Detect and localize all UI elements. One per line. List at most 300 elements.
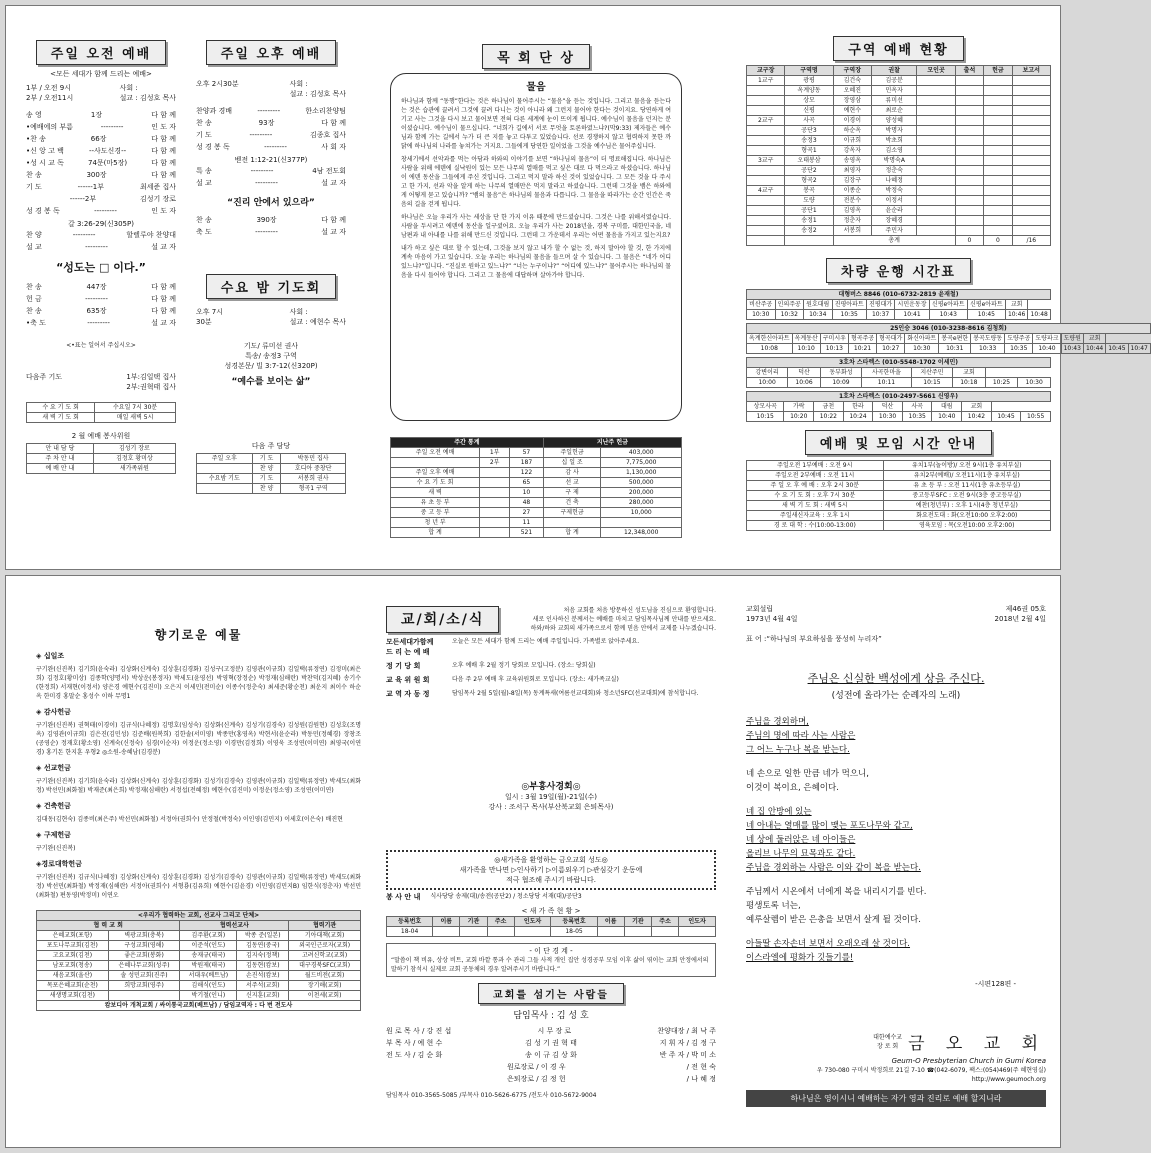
table-cell: 포도나무교회(김천) [37, 941, 109, 951]
order-cell: 66장 [90, 135, 107, 143]
district-cell: 최로순 [872, 106, 917, 116]
district-empty-cell [984, 196, 1012, 206]
afternoon-preacher: 사회 : 설교 : 김성호 목사 [289, 80, 346, 98]
order-cell: 다 함 께 [151, 295, 176, 303]
bus-time: 10:00 [747, 378, 788, 388]
district-empty-cell [917, 216, 955, 226]
afternoon-sermon-title: “진리 안에서 있으라” [227, 198, 315, 208]
table-cell [480, 518, 510, 528]
table-cell: 유 초 등 부 [391, 498, 480, 508]
bus-times-row [747, 310, 1051, 320]
column-heading: 물음 [526, 82, 546, 93]
table-cell: 고요교회(김천) [37, 951, 109, 961]
district-cell: 4교구 [747, 186, 785, 196]
district-empty-cell [984, 96, 1012, 106]
table-cell: 기 도 [252, 474, 281, 484]
district-cell [747, 146, 785, 156]
table-cell: 김주환(교회) [180, 931, 237, 941]
table-cell: 예 배 안 내 [27, 464, 94, 474]
order-cell: 4남 전도회 [312, 167, 346, 175]
district-cell: 2교구 [747, 116, 785, 126]
district-cell: 형곡2 [785, 176, 833, 186]
newcomer-header: 주소 [487, 917, 514, 927]
bus-time: 10:43 [1061, 344, 1083, 354]
order-cell: 축 도 [196, 228, 212, 236]
table-row [197, 454, 346, 464]
staff-cell: 부 목 사 / 예 현 수 [386, 1039, 443, 1047]
order-cell: 찬양과 경배 [196, 107, 233, 115]
order-cell: 다 함 께 [321, 216, 346, 224]
newcomer-header: 기관 [460, 917, 487, 927]
wednesday-sermon: “예수를 보이는 삶” [231, 377, 311, 387]
district-cell: 형곡1 [785, 146, 833, 156]
district-cell: 오태봉삼 [785, 156, 833, 166]
order-cell: 찬 송 [26, 307, 42, 315]
bus-time: 10:32 [775, 310, 804, 320]
table-cell: 이천세(교회) [289, 991, 361, 1001]
district-cell: 이경이 [833, 116, 871, 126]
bus-time: 10:44 [1083, 344, 1105, 354]
order-row [26, 241, 176, 253]
order-cell: 다 함 께 [151, 159, 176, 167]
table-cell [108, 991, 180, 1001]
district-cell [747, 96, 785, 106]
bus-stop: 도량파크 [1033, 334, 1061, 344]
welcome-box: ◎새가족을 환영하는 금오교회 성도◎ 새가족을 만나면 ▷인사하기 ▷이름외우기 ▷관심갖기 운동에 적극 협조해 주시기 바랍니다. [386, 850, 716, 890]
table-cell: 새 벽 [391, 488, 480, 498]
district-cell: 이종순 [833, 186, 871, 196]
table-cell: 새음교회(울산) [37, 971, 109, 981]
news-title: 교/회/소/식 [386, 606, 499, 633]
table-row [27, 464, 176, 474]
bus-stop: 형곡대가 [877, 334, 905, 344]
district-cell: 옥계양동 [785, 86, 833, 96]
worship-times-title: 예배 및 모임 시간 안내 [805, 430, 992, 455]
bus-time: 10:27 [877, 344, 905, 354]
district-cell: 송정3 [785, 136, 833, 146]
order-row [26, 193, 176, 205]
district-empty-cell [1012, 226, 1050, 236]
table-cell: 주일 오전 예배 [391, 448, 480, 458]
order-cell: 할렐루야 찬양대 [126, 231, 176, 239]
order-cell: 사 회 자 [321, 143, 346, 151]
table-cell: 서봉희 권사 [281, 474, 346, 484]
bus-stop: 교회 [1083, 334, 1105, 344]
table-cell: 외국인근로자(교회) [289, 941, 361, 951]
district-empty-cell [955, 126, 983, 136]
order-cell: --------- [85, 243, 108, 251]
verse-5: 아들딸 손자손녀 보면서 오래오래 살 것이다. 이스라엘에 평화가 깃들기를! [746, 939, 911, 963]
order-row [26, 121, 176, 133]
bus-schedule [746, 289, 1148, 422]
table-cell: 27 [510, 508, 544, 518]
table-cell [197, 484, 253, 494]
table-row [391, 448, 682, 458]
morning-service-column [26, 6, 176, 569]
order-cell: 설 교 자 [151, 319, 176, 327]
bus-time: 10:45 [991, 412, 1021, 422]
table-cell [543, 518, 601, 528]
bus-route-table [746, 391, 1051, 422]
afternoon-order-list [196, 105, 346, 153]
bus-route-name: 대형버스 8846 (010-6732-2819 윤재철) [747, 290, 1051, 300]
morning-subtitle: <모든 세대가 함께 드리는 예배> [50, 70, 152, 78]
district-empty-cell [917, 166, 955, 176]
feb-service-table [26, 443, 176, 474]
district-cell: 봉곡 [785, 186, 833, 196]
wednesday-preacher: 사회 : 설교 : 예현수 목사 [289, 308, 346, 326]
afternoon-time: 오후 2시30분 [196, 80, 239, 88]
order-cell: 특 송 [196, 167, 212, 175]
district-cell: 류미선 [872, 96, 917, 106]
order-cell: 찬 양 [26, 231, 42, 239]
table-row [391, 468, 682, 478]
order-cell: --------- [264, 143, 287, 151]
news-item [386, 675, 716, 685]
table-cell: 주일헌금 [543, 448, 601, 458]
order-row [196, 177, 346, 189]
staff-cell: 원로장로 / 이 경 우 [507, 1063, 566, 1071]
denomination-label: 대한예수교 장 로 회 [873, 1033, 903, 1050]
afternoon-order-list-2 [196, 165, 346, 189]
order-cell: 설 교 [196, 179, 212, 187]
revival-speaker: 강사 : 조서구 목사(부산북교회 은퇴목사) [488, 803, 614, 811]
offering-section-text: 김대동(김현숙) 김종비(최은주) 박선민(최화철) 서정아(권희수) 안정철(박정숙) 이인영(김민지) 이세호(이은숙) 배진현 [36, 816, 343, 823]
pastor-column [386, 6, 686, 569]
district-header: 구역장 [833, 66, 871, 76]
table-cell: 은혜교회(포항) [37, 931, 109, 941]
afternoon-service-column [196, 6, 346, 569]
offering-section-head: ◈ 선교헌금 [36, 764, 71, 772]
bus-route-name-row [747, 290, 1051, 300]
wednesday-prayer: 기도/ 류미선 권사 [243, 342, 299, 350]
newcomers-table [386, 916, 716, 937]
bus-time: 10:30 [905, 344, 939, 354]
district-cell: 나혜정 [872, 176, 917, 186]
district-title: 구역 예배 현황 [833, 36, 963, 61]
order-cell: 찬 송 [26, 171, 42, 179]
district-cell: 민옥자 [872, 86, 917, 96]
next-prayer-1: 1부:김일택 집사 [126, 373, 176, 381]
verse-3: 네 집 안방에 있는 네 아내는 열매를 많이 맺는 포도나무와 같고, 네 상에 둘러앉은 네 아이들은 올리브 나무의 묘목과도 같다. 주님을 경외하는 사람은 이와 같이 복을 받는다. [746, 807, 921, 873]
order-cell: 한소리찬양팀 [305, 107, 346, 115]
table-cell: 주 일 오 후 예 배 : 오후 2시 30분 [747, 481, 884, 491]
order-cell: •축 도 [26, 319, 46, 327]
district-empty-cell [1012, 156, 1050, 166]
district-cell [747, 176, 785, 186]
table-cell: 중고등부SFC : 오전 9시(3층 중고등부실) [883, 491, 1050, 501]
table-cell: 500,000 [601, 478, 682, 488]
district-empty-cell [984, 176, 1012, 186]
district-total-label: 총계 [833, 236, 955, 246]
table-cell: 김동연(중국) [237, 941, 289, 951]
table-row [27, 444, 176, 454]
church-url[interactable]: http://www.geumoch.org [971, 1076, 1046, 1083]
bus-time: 10:15 [911, 378, 952, 388]
order-cell: 찬 송 [196, 216, 212, 224]
bus-stop: 비산주공 [747, 300, 776, 310]
bus-route-table [746, 357, 1051, 388]
table-cell: 남포교회(청송) [37, 961, 109, 971]
district-cell [747, 136, 785, 146]
offering-section-text: 구기완(신진복) 김기희(윤숙라) 김상화(신계숙) 김상훈(김경화) 김성기(김경숙) 김영관(이규희) 김일택(류정연) 박세도(최화정) 박선민(최화철) 박재준(최은희) 박정재(심해란) 서정섭(전혜정) 예현수(김진미) 이정운(정소영) 조성연(이미연) [36, 778, 361, 794]
offering-section-head: ◈ 십일조 [36, 652, 65, 660]
newcomer-row [387, 927, 716, 937]
verse-4: 주님께서 시온에서 너에게 복을 내리시기를 빈다. 평생토록 너는, 예루살렘이 받은 은총을 보면서 살게 될 것이다. [746, 887, 927, 925]
staff-cell: 김 성 기 권 혁 태 [525, 1039, 577, 1047]
bus-stop: 대림 [932, 402, 962, 412]
district-cell: 정춘숙 [872, 166, 917, 176]
newcomer-header: 주소 [652, 917, 679, 927]
table-cell: 11 [510, 518, 544, 528]
visit-label: 봉 사 안 내 [386, 893, 421, 901]
table-cell: 1부 [480, 448, 510, 458]
table-cell: 합 계 [391, 528, 480, 538]
order-row [196, 129, 346, 141]
news-item-text: 오늘은 모든 세대가 함께 드리는 예배 주일입니다. 가족별로 앉아주세요. [452, 638, 640, 645]
bus-stop: 금천 [814, 402, 844, 412]
bus-stop: 사곡 [902, 402, 932, 412]
bus-stop: 원호대림 [804, 300, 833, 310]
table-cell: 장기해(교회) [289, 981, 361, 991]
motto: 표 어 :“하나님의 부요하심을 풍성히 누리자” [746, 635, 882, 643]
news-item [386, 689, 716, 699]
bus-stop: 상모사곡 [747, 402, 784, 412]
offering-title: 지난주 헌금 [543, 438, 681, 448]
morning-order-list [26, 109, 176, 217]
table-cell: 형곡1 구역 [281, 484, 346, 494]
order-row [196, 141, 346, 153]
offering-section-text: 구기완(신진복) 김기희(윤숙라) 김상화(신계숙) 김상훈(김경화) 김성구(고정분) 김영관(이규희) 김일택(류정연) 김정미(최은희) 김정호(황미상) 김종학(양명서) 박상운(봉정자) 박세도(윤영선) 박영혁(장정순) 박정재(심해란) 박찬덕(김지혜) 송기수(한정희) 서재현(이정서) 양은경 예현수(김진미) 오은지 이세민(전미순) 이종수(정춘숙) 최세준(황순천) 최운지 최이수 하순옥 한미경 홍말순 홍성수 이하 무명1 [36, 666, 361, 700]
order-cell: 93장 [258, 119, 275, 127]
table-cell [480, 528, 510, 538]
table-cell [601, 518, 682, 528]
bus-time: 10:47 [1128, 344, 1150, 354]
table-cell: 희망교회(영주) [108, 981, 180, 991]
order-row [26, 109, 176, 121]
district-empty-cell [1012, 76, 1050, 86]
district-empty-cell [1012, 86, 1050, 96]
table-cell: 구성교회(영해) [108, 941, 180, 951]
servants-title: 교회를 섬기는 사람들 [478, 983, 624, 1004]
order-cell: 기 도 [26, 183, 42, 191]
bus-time: 10:11 [862, 378, 912, 388]
district-empty-cell [955, 166, 983, 176]
table-cell: 김정호 황미상 [93, 454, 175, 464]
table-cell: 김성기 장로 [93, 444, 175, 454]
bus-route-name: 25인승 3046 (010-3238-8616 김청회) [747, 324, 1151, 334]
district-row [747, 166, 1051, 176]
table-cell: 경 로 대 학 : 수(10:00-13:00) [747, 521, 884, 531]
table-row [747, 511, 1051, 521]
morning-order-list-2 [26, 229, 176, 253]
order-cell: 찬 송 [196, 119, 212, 127]
order-row [26, 317, 176, 329]
district-row [747, 206, 1051, 216]
district-cell [747, 216, 785, 226]
contacts: 담임목사 010-3565-5085 /부목사 010-5626-6775 /전도사 010-5672-9004 [386, 1092, 597, 1099]
bus-time: 10:13 [820, 344, 848, 354]
table-cell: 중 고 등 부 [391, 508, 480, 518]
table-row [391, 488, 682, 498]
order-cell: 성 경 봉 독 [26, 207, 60, 215]
district-empty-cell [1012, 206, 1050, 216]
bus-stop: 덕산 [788, 368, 821, 378]
district-cell: 전분수 [833, 196, 871, 206]
district-empty-cell [955, 216, 983, 226]
morning-sermon-title: “성도는 □ 이다.” [56, 261, 146, 274]
district-empty-cell [917, 136, 955, 146]
table-cell: 10,000 [601, 508, 682, 518]
morning-times: 1부 / 오전 9시 2부 / 오전11시 [26, 84, 74, 102]
order-cell: --------- [249, 131, 273, 139]
bus-stop: 봉곡e편한 [939, 334, 971, 344]
district-cell: 강옥자 [833, 146, 871, 156]
order-cell: --------- [257, 107, 281, 115]
table-cell: 새 벽 기 도 회 [27, 413, 95, 423]
partner-row [37, 961, 361, 971]
district-empty-cell [917, 156, 955, 166]
table-cell [460, 927, 487, 937]
district-empty-cell [955, 116, 983, 126]
warning-title: - 이 단 경 계 - [529, 947, 573, 955]
standing-note: <•표는 일어서 주십시오> [66, 342, 136, 349]
district-empty-cell [1012, 216, 1050, 226]
table-cell [433, 927, 460, 937]
order-cell: 다 함 께 [151, 171, 176, 179]
district-empty-cell [1012, 136, 1050, 146]
bus-route-table [746, 289, 1051, 320]
bus-stop: 시민운동장 [895, 300, 929, 310]
visit-text: 식사당당 송제(대)/송전(공단2) / 청소당당 서재(대)/공단3 [430, 893, 582, 900]
table-cell: 10 [510, 488, 544, 498]
district-total-row [747, 236, 1051, 246]
news-column [386, 576, 716, 1147]
order-cell: 447장 [86, 283, 107, 291]
bus-time: 10:31 [939, 344, 971, 354]
wednesday-title: 수요 밤 기도회 [206, 274, 336, 299]
district-cell: 예현수 [833, 106, 871, 116]
table-cell: 박원제(태국) [180, 961, 237, 971]
order-cell: --------- [85, 295, 108, 303]
district-empty-cell [984, 136, 1012, 146]
partner-col-3: 협력기관 [289, 921, 361, 931]
partner-row [37, 981, 361, 991]
bus-times-row [747, 412, 1051, 422]
district-row [747, 186, 1051, 196]
district-cell: 신평 [785, 106, 833, 116]
district-empty-cell [984, 226, 1012, 236]
district-cell: 이정서 [872, 196, 917, 206]
table-cell: 구제헌금 [543, 508, 601, 518]
staff-cell: 송 이 규 김 상 화 [525, 1051, 577, 1059]
order-cell: •찬 송 [26, 135, 46, 143]
bus-stops-row [747, 334, 1151, 344]
table-cell: 48 [510, 498, 544, 508]
district-cell [747, 86, 785, 96]
district-cell: 최영자 [833, 166, 871, 176]
table-cell: 십 일 조 [543, 458, 601, 468]
table-cell [480, 468, 510, 478]
next-prayer-2: 2부:권혁태 집사 [126, 383, 176, 391]
order-cell: --------- [250, 167, 274, 175]
bus-stop: 봉곡도량동 [971, 334, 1005, 344]
table-row [27, 413, 176, 423]
bus-stop: 옥계동산 [792, 334, 820, 344]
table-cell: 서주석(교회) [237, 981, 289, 991]
founded-date: 교회설립 1973년 4월 4일 [746, 605, 798, 623]
district-table [746, 65, 1051, 246]
table-cell: 주일 오후 [197, 454, 253, 464]
district-row [747, 136, 1051, 146]
partner-row [37, 941, 361, 951]
order-cell: 635장 [86, 307, 107, 315]
bus-stop: 교회 [953, 368, 986, 378]
table-row [391, 508, 682, 518]
pastor-column-title: 목 회 단 상 [482, 44, 590, 69]
morning-preacher: 사회 : 설교 : 김성호 목사 [119, 84, 176, 102]
table-cell: 김동현(캄보) [237, 961, 289, 971]
district-row [747, 76, 1051, 86]
table-cell: 187 [510, 458, 544, 468]
table-cell: 서대우(베트남) [180, 971, 237, 981]
district-header: 권찰 [872, 66, 917, 76]
cover-column [746, 576, 1046, 1147]
order-cell: 다 함 께 [321, 119, 346, 127]
bus-time: 10:45 [967, 310, 1005, 320]
news-item-text: 담임목사 2월 5일(월)-8일(목) 동계특새(여름선교대회)와 청소년SFC(선교대회)에 참석합니다. [452, 690, 699, 697]
next-prayer-label: 다음주 기도 [26, 373, 63, 381]
weekly-stats-table [390, 437, 682, 538]
district-empty-cell [955, 226, 983, 236]
bus-time: 10:24 [843, 412, 873, 422]
table-cell: 은혜나무교회(성주) [108, 961, 180, 971]
offering-section-text: 구기완(신진복) 권혁태(이경이) 김규식(나혜정) 김명호(임성숙) 김상화(신계숙) 김성기(김경숙) 김성원(김원현) 김성호(조명옥) 김영관(이규희) 김은진(김민성) 김준배(원복희) 김한솔(서미영) 박종만(홍영옥) 박현서(윤순라) 박동민(정혜경) 장창조(공영순) 정재호(황소영) 신계숙(신정숙) 심경(이순자) 이정운(정소영) 이경만(김정희) 이영욱 조성연(이미연) 최영국(이연경) 홍기돈 한지훈 우형2 ◎소원-송혜남(김경분) [36, 722, 361, 756]
bus-time: 10:48 [1028, 310, 1051, 320]
bus-time: 10:43 [929, 310, 967, 320]
bus-time: 10:15 [747, 412, 784, 422]
table-cell [597, 927, 624, 937]
table-cell: 200,000 [601, 488, 682, 498]
feb-service-title: 2 월 예배 봉사위원 [71, 432, 131, 440]
bus-time: 10:30 [873, 412, 903, 422]
newcomer-header: 이름 [433, 917, 460, 927]
offering-column [36, 576, 361, 1147]
table-cell: 김지숙(정책) [237, 951, 289, 961]
wednesday-time: 오후 7시 30분 [196, 308, 223, 326]
verse-2: 네 손으로 일한 만큼 네가 먹으니, 이것이 복이요, 은혜이다. [746, 769, 869, 793]
staff-row [386, 1037, 716, 1049]
district-row [747, 146, 1051, 156]
table-row [747, 491, 1051, 501]
news-item-label: 교 육 위 원 회 [386, 676, 430, 684]
table-row [747, 461, 1051, 471]
order-cell: 찬 송 [26, 283, 42, 291]
table-cell: 송재규(태국) [180, 951, 237, 961]
table-cell [652, 927, 679, 937]
table-cell [679, 927, 716, 937]
bulletin-outer-sheet [5, 575, 1061, 1148]
table-cell: 수요일 7시 30분 [95, 403, 176, 413]
order-row [26, 293, 176, 305]
news-item [386, 637, 716, 657]
bus-stop: 형곡주공 [848, 334, 876, 344]
bus-route-name-row [747, 392, 1051, 402]
order-cell: 송 영 [26, 111, 42, 119]
table-cell: 새가족위원 [93, 464, 175, 474]
district-row [747, 96, 1051, 106]
offering-section-head: ◈경로대학헌금 [36, 860, 82, 868]
